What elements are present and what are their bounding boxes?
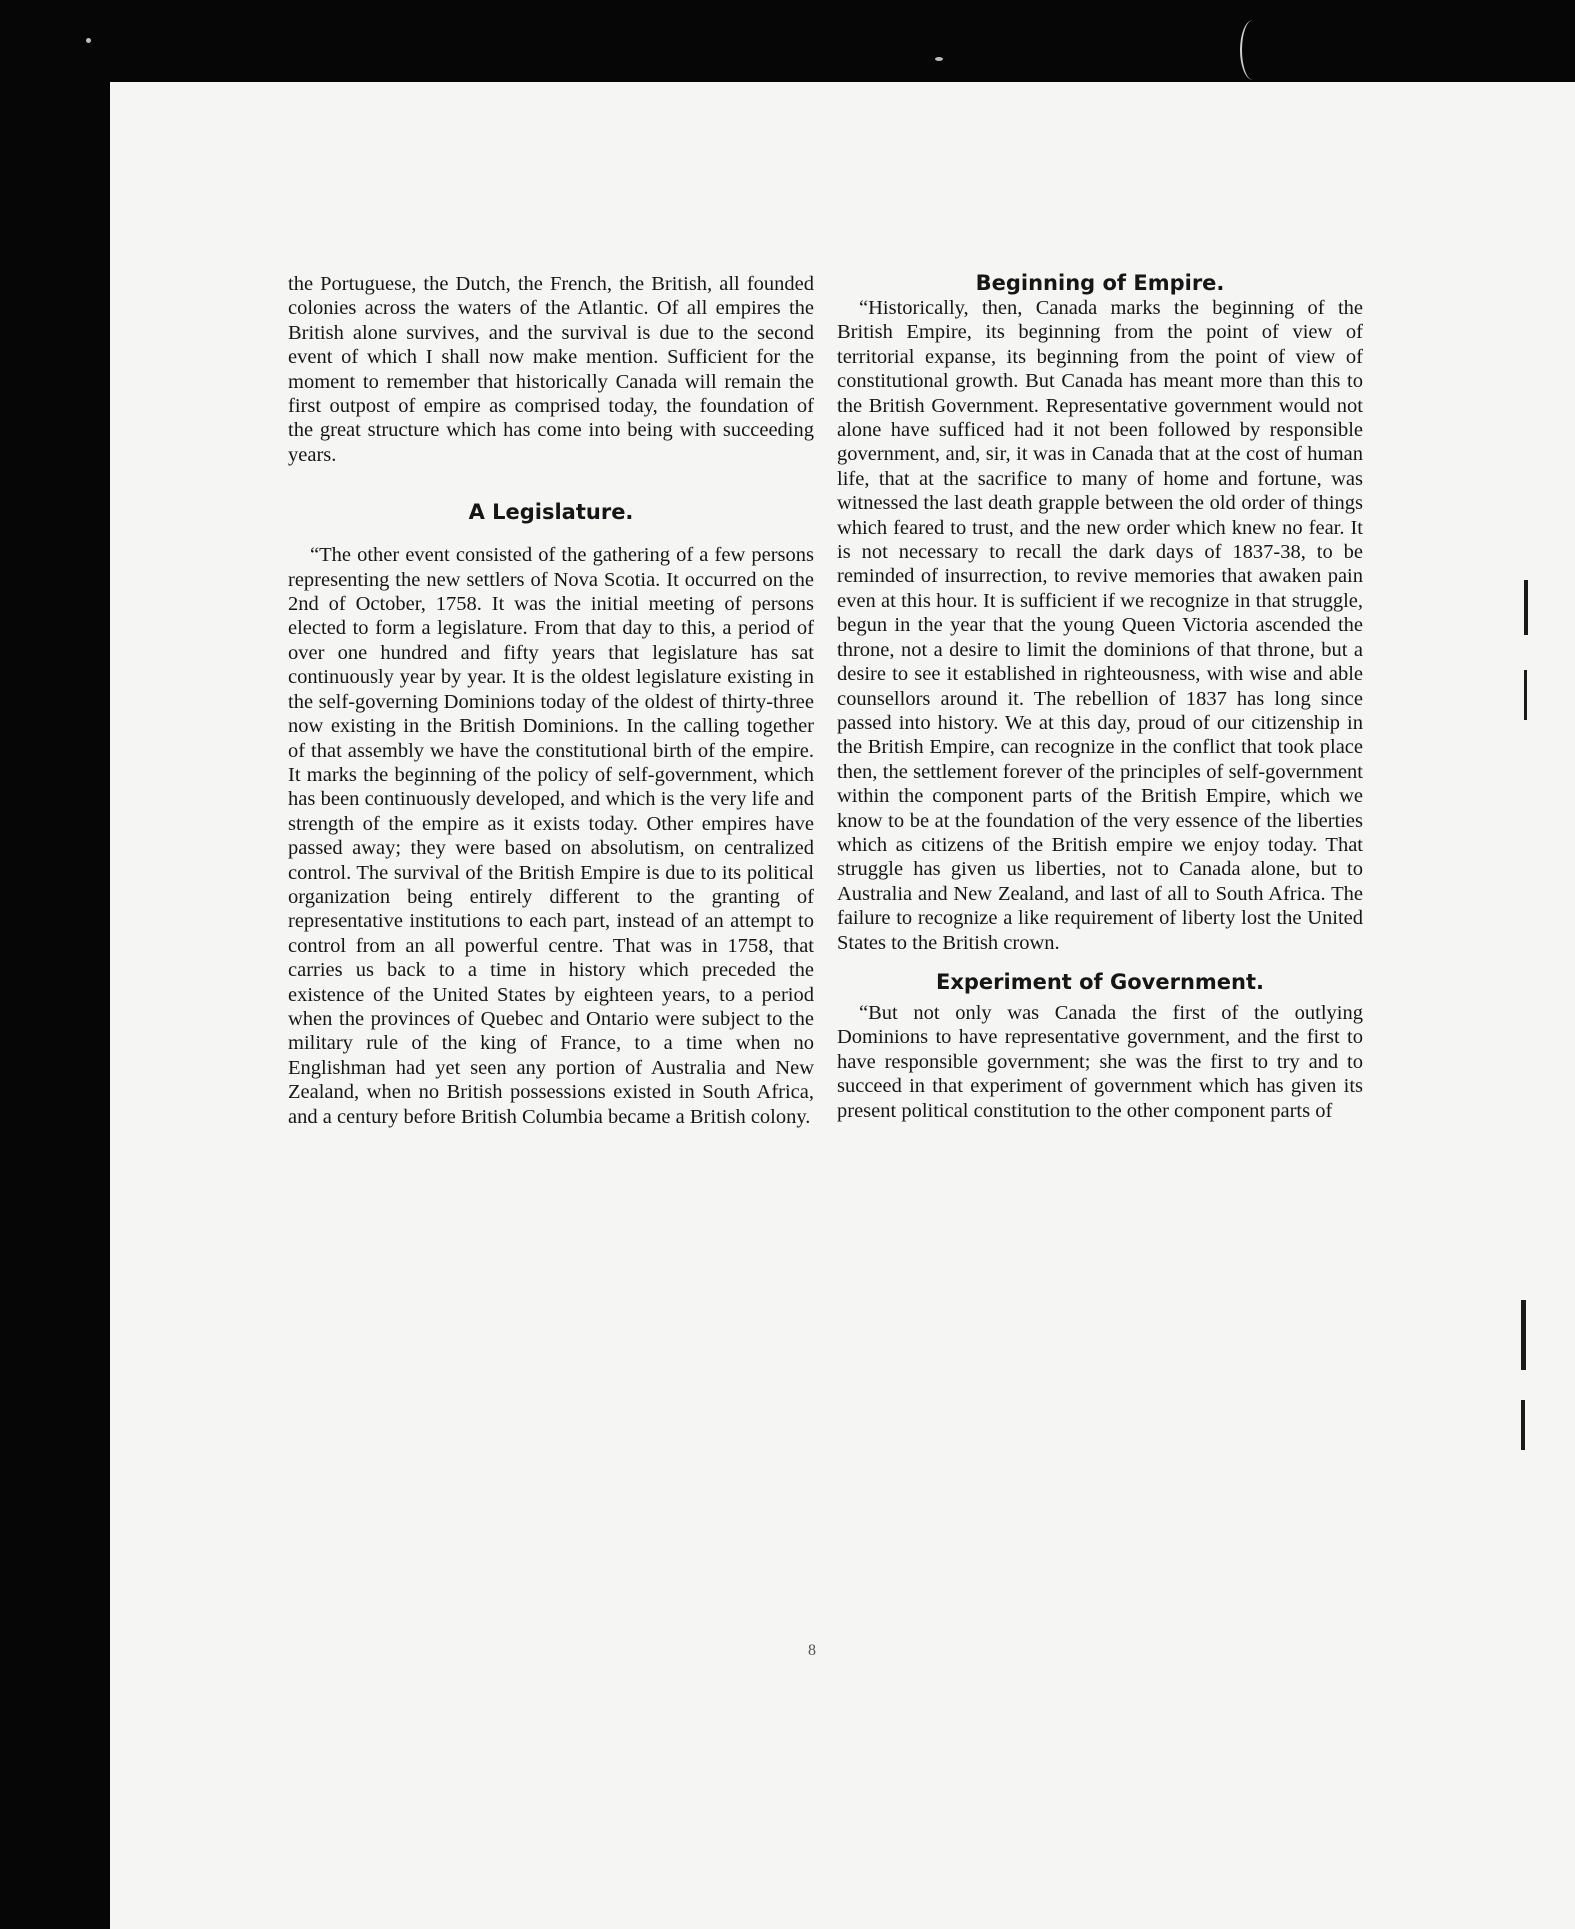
margin-mark bbox=[1521, 1300, 1526, 1370]
section-heading-a-legislature: A Legislature. bbox=[468, 500, 634, 525]
experiment-of-government-paragraph: “But not only was Canada the first of the outlying Dominions to have representative government, and the first to have responsible government; she was the first to try and to succeed in that experiment of government which has given its present political constitution to the other component parts of bbox=[837, 1001, 1363, 1122]
opening-paragraph: the Portuguese, the Dutch, the French, the British, all founded colonies across the waters of the Atlantic. Of all empires the British alone survives, and the survival is due to the second event of which I shall now make mention. Sufficient for the moment to remember that historically Canada will remain the first outpost of empire as comprised today, the foundation of the great structure which has come into being with succeeding years. bbox=[288, 273, 814, 466]
margin-mark bbox=[1521, 1400, 1525, 1450]
right-column bbox=[837, 272, 1363, 1123]
section-heading-beginning-of-empire: Beginning of Empire. bbox=[975, 271, 1225, 295]
film-speck bbox=[86, 38, 91, 43]
film-scratch bbox=[1240, 20, 1266, 80]
margin-mark bbox=[1524, 580, 1528, 635]
beginning-of-empire-paragraph: “Historically, then, Canada marks the beginning of the British Empire, its beginning from the point of view of territorial expanse, its beginning from the point of view of constitutional growth. But Canada has meant more than this to the British Government. Representative government would not alone have sufficed had it not been followed by responsible government, and, sir, it was in Canada that at the cost of human life, that at the sacrifice to many of home and fortune, was witnessed the last death grapple between the old order of things which feared to trust, and the new order which knew no fear. It is not necessary to recall the dark days of 1837-38, to be reminded of insurrection, to revive memories that awaken pain even at this hour. It is sufficient if we recognize in that struggle, begun in the year that the young Queen Victoria ascended the throne, not a desire to limit the dominions of that throne, but a desire to see it established in righteousness, with wise and able counsellors around it. The rebellion of 1837 has long since passed into history. We at this day, proud of our citizenship in the British Empire, can recognize in the conflict that took place then, the settlement forever of the principles of self-government within the component parts of the British Empire, which we know to be at the foundation of the very essence of the liberties which as citizens of the British empire we enjoy today. That struggle has given us liberties, not to Canada alone, but to Australia and New Zealand, and last of all to South Africa. The failure to recognize a like requirement of liberty lost the United States to the British crown. bbox=[837, 297, 1363, 954]
margin-mark bbox=[1524, 670, 1527, 720]
legislature-paragraph: “The other event consisted of the gathering of a few persons representing the new settlers of Nova Scotia. It occurred on the 2nd of October, 1758. It was the initial meeting of persons elected to form a legislature. From that day to this, a period of over one hundred and fifty years that legislature has sat continuously year by year. It is the oldest legislature existing in the self-governing Dominions today of the oldest of thirty-three now existing in the British Dominions. In the calling together of that assembly we have the constitutional birth of the empire. It marks the beginning of the policy of self-government, which has been continuously developed, and which is the very life and strength of the empire as it exists today. Other empires have passed away; they were based on absolutism, on centralized control. The survival of the British Empire is due to its political organization being entirely different to the granting of representative institutions to each part, instead of an attempt to control from an all powerful centre. That was in 1758, that carries us back to a time in history which preceded the existence of the United States by eighteen years, to a period when the provinces of Quebec and Ontario were subject to the military rule of the king of France, to a time when no Englishman had yet seen any portion of Australia and New Zealand, when no British possessions existed in South Africa, and a century before British Columbia became a British colony. bbox=[288, 544, 814, 1128]
film-speck bbox=[935, 57, 943, 61]
section-heading-experiment-of-government: Experiment of Government. bbox=[935, 969, 1264, 994]
page-number: 8 bbox=[808, 1642, 816, 1659]
left-column bbox=[288, 272, 814, 1129]
